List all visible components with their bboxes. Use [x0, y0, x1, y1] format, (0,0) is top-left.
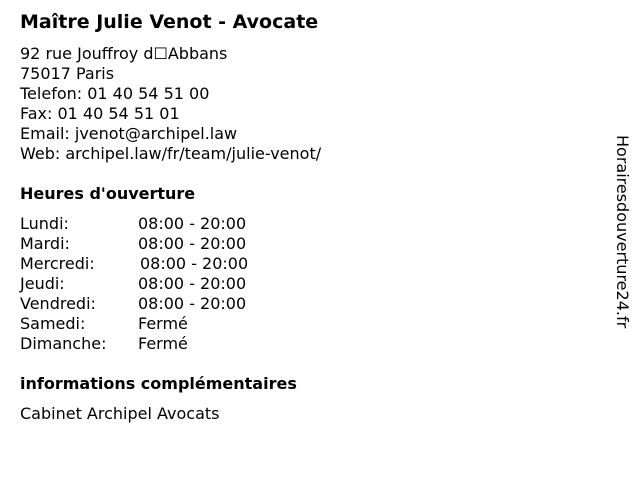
- address-line-city: 75017 Paris: [20, 64, 115, 83]
- extra-info-text: Cabinet Archipel Avocats: [20, 404, 220, 423]
- day-label: Mercredi:: [20, 254, 95, 273]
- time-value: Fermé: [138, 334, 188, 353]
- page-title: Maître Julie Venot - Avocate: [20, 11, 319, 33]
- time-value: 08:00 - 20:00: [140, 254, 249, 273]
- time-value: 08:00 - 20:00: [138, 214, 247, 233]
- fax-text: Fax: 01 40 54 51 01: [20, 104, 180, 123]
- email-text: Email: jvenot@archipel.law: [20, 124, 238, 143]
- day-label: Jeudi:: [20, 274, 65, 293]
- extra-info-heading: informations complémentaires: [20, 374, 297, 393]
- day-label: Lundi:: [20, 214, 69, 233]
- time-value: Fermé: [138, 314, 188, 333]
- site-watermark: Horairesdouverture24.fr: [613, 135, 632, 329]
- day-label: Vendredi:: [20, 294, 96, 313]
- web-text: Web: archipel.law/fr/team/julie-venot/: [20, 144, 322, 163]
- day-label: Dimanche:: [20, 334, 107, 353]
- day-label: Mardi:: [20, 234, 70, 253]
- day-label: Samedi:: [20, 314, 86, 333]
- contact-block: [20, 44, 321, 164]
- hours-heading: Heures d'ouverture: [20, 184, 196, 203]
- address-line-street: 92 rue Jouffroy d☐Abbans: [20, 44, 228, 63]
- time-value: 08:00 - 20:00: [138, 234, 247, 253]
- time-value: 08:00 - 20:00: [138, 294, 247, 313]
- phone-text: Telefon: 01 40 54 51 00: [20, 84, 210, 103]
- time-value: 08:00 - 20:00: [138, 274, 247, 293]
